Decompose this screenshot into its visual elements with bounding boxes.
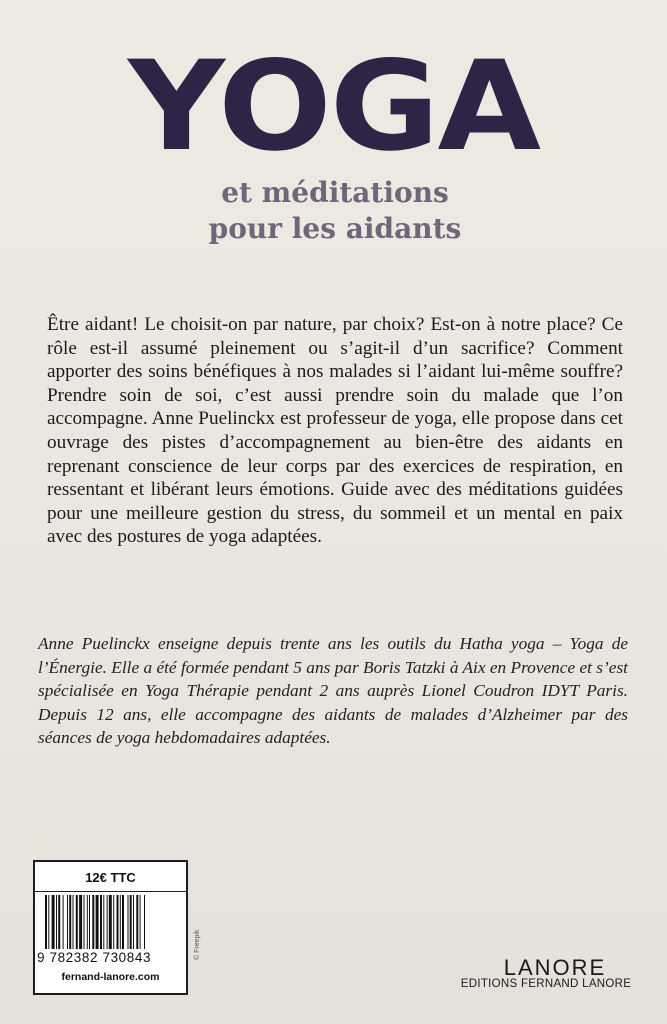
barcode-bar <box>120 895 121 949</box>
book-title: YOGA <box>128 35 539 179</box>
publisher-name: EDITIONS FERNAND LANORE <box>460 978 632 990</box>
barcode-bar <box>87 895 88 949</box>
barcode-bar <box>69 895 71 949</box>
barcode-bar <box>48 895 49 949</box>
barcode-bar <box>109 895 112 949</box>
publisher-logo: LANORE <box>503 955 607 980</box>
barcode-bar <box>133 895 134 949</box>
barcode-icon <box>45 895 190 949</box>
barcode-bar <box>113 895 114 949</box>
image-credit: © Freepik <box>194 929 201 960</box>
barcode-bar <box>130 895 132 949</box>
barcode-bar <box>45 895 47 949</box>
isbn-number: 9 782382 730843 <box>37 950 152 965</box>
barcode-bar <box>89 895 90 949</box>
price-label: 12€ TTC <box>85 870 136 885</box>
barcode-panel <box>33 860 188 995</box>
barcode-bar <box>117 895 119 949</box>
barcode-bar <box>52 895 55 949</box>
barcode-bar <box>107 895 108 949</box>
barcode-bar <box>103 895 104 949</box>
barcode-bar <box>122 895 124 949</box>
barcode-bar <box>100 895 102 949</box>
barcode-bar <box>76 895 78 949</box>
barcode-bar <box>56 895 57 949</box>
publisher-website: fernand-lanore.com <box>61 971 160 983</box>
barcode-bar <box>63 895 64 949</box>
barcode-bar <box>73 895 74 949</box>
barcode-bar <box>58 895 60 949</box>
barcode-bar <box>136 895 138 949</box>
barcode-bar <box>140 895 141 949</box>
book-subtitle-line1: et méditations <box>221 176 449 209</box>
barcode-bar <box>92 895 94 949</box>
barcode-bar <box>144 895 145 949</box>
barcode-bar <box>67 895 68 949</box>
barcode-bar <box>79 895 82 949</box>
barcode-divider <box>35 891 186 892</box>
barcode-bar <box>96 895 99 949</box>
book-subtitle-line2: pour les aidants <box>208 212 462 245</box>
book-description: Être aidant! Le choisit-on par nature, par choix? Est-on à notre place? Ce rôle est-il assumé pleinement ou s’agit-il d’un sacrifice? Comment apporter des soins bénéfiques à nos malades si l’aidant lui-même souffre? Prendre soin de soi, c’est aussi prendre soin du malade que l’on accompagne. Anne Puelinckx est professeur de yoga, elle propose dans cet ouvrage des pistes d’accompagnement au bien-être des aidants en reprenant conscience de leur corps par des exercices de respiration, en ressentant et libérant leurs émotions. Guide avec des méditations guidées pour une meilleure gestion du stress, du sommeil et un mental en paix avec des postures de yoga adaptées. <box>47 314 623 548</box>
barcode-bar <box>84 895 85 949</box>
author-bio: Anne Puelinckx enseigne depuis trente ans les outils du Hatha yoga – Yoga de l’Énergie. Elle a été formée pendant 5 ans par Boris Tatzki à Aix en Provence et s’est spécialisée en Yoga Thérapie pendant 2 ans auprès Lionel Coudron IDYT Paris. Depuis 12 ans, elle accompagne des aidants de malades d’Alzheimer par des séances de yoga hebdomadaires adaptées. <box>38 634 628 748</box>
barcode-bar <box>128 895 129 949</box>
